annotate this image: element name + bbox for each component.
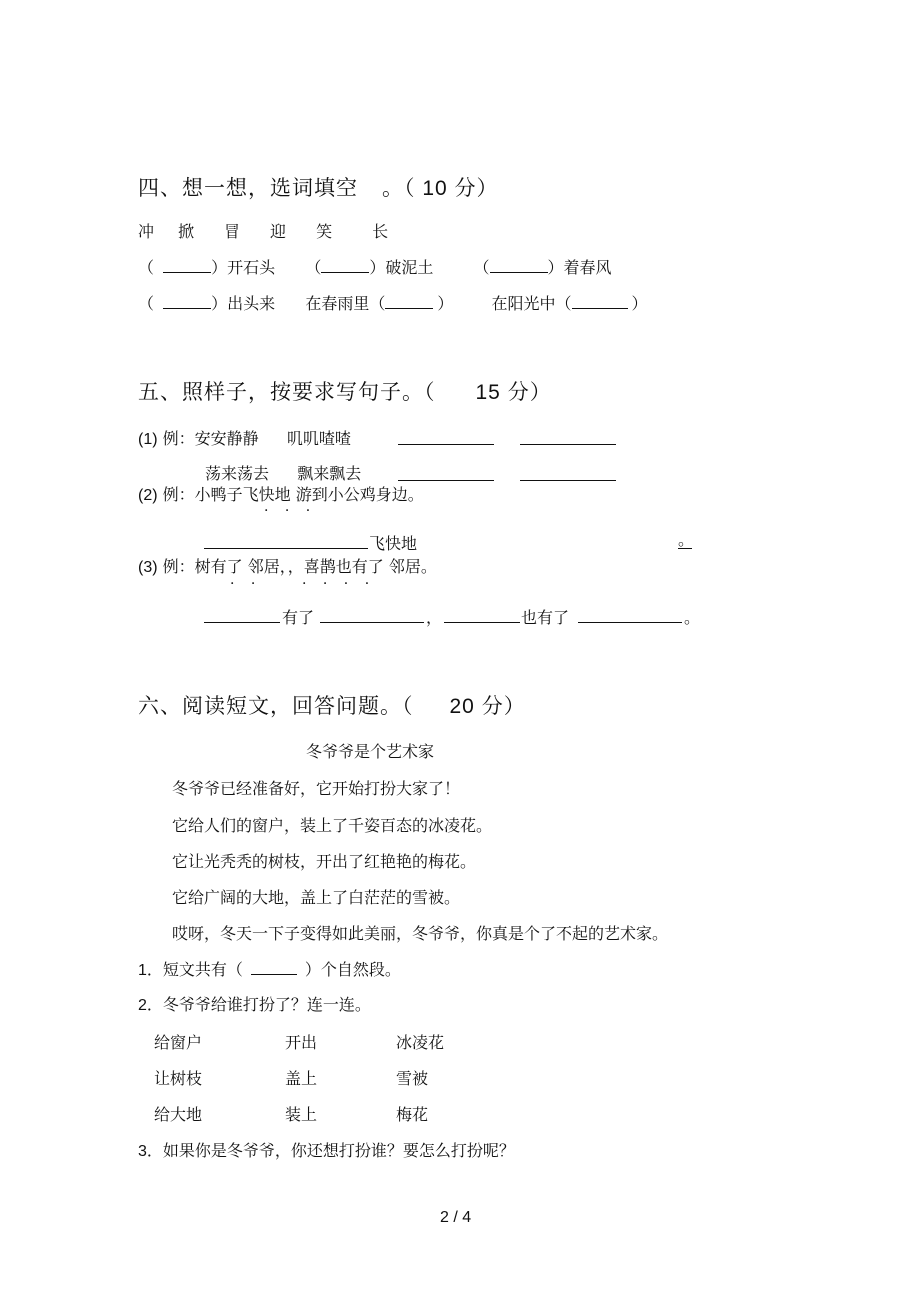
- section-6-heading: [138, 690, 526, 720]
- answer-blank[interactable]: [572, 292, 628, 309]
- q5-1-word: 荡来荡去: [205, 464, 270, 483]
- word-bank-item: 冲: [138, 222, 155, 241]
- match-left[interactable]: 让树枝: [154, 1069, 203, 1088]
- answer-blank[interactable]: [163, 256, 211, 273]
- answer-line[interactable]: [320, 622, 424, 623]
- section-4-score: 。（ 10 分）: [382, 177, 499, 200]
- section-4-heading: [138, 172, 499, 202]
- answer-line[interactable]: [520, 480, 616, 481]
- fill-item-text: ）开石头: [211, 258, 276, 277]
- q6-1-text-a: 短文共有（: [162, 960, 243, 979]
- answer-line[interactable]: [204, 548, 368, 549]
- paren-close: ）: [437, 294, 454, 313]
- q6-1: [138, 957, 401, 980]
- q5-1-example: 例：安安静静: [162, 429, 259, 448]
- q5-2-text: 例：小鸭子飞快地 游到小公鸡身边。: [162, 485, 424, 504]
- q5-3-number: (3): [138, 559, 158, 576]
- q5-1-word: 叽叽喳喳: [286, 429, 351, 448]
- section-5-heading: [138, 376, 552, 406]
- q5-3-period: 。: [684, 608, 701, 627]
- story-paragraph: 它给人们的窗户，装上了千姿百态的冰凌花。: [172, 816, 493, 835]
- story-paragraph: 哎呀，冬天一下子变得如此美丽，冬爷爷，你真是个了不起的艺术家。: [172, 924, 669, 943]
- word-bank: [138, 219, 412, 242]
- fill-row-2: [138, 291, 648, 314]
- q5-2-fill-word: 飞快地: [369, 534, 418, 553]
- paren-open: （: [305, 258, 322, 277]
- answer-line[interactable]: [520, 444, 616, 445]
- q6-2: [138, 992, 371, 1015]
- q5-3-text: 例：树有了 邻居，，喜鹊也有了 邻居。: [162, 557, 437, 576]
- match-left[interactable]: 给窗户: [154, 1033, 203, 1052]
- q6-3: [138, 1138, 515, 1161]
- match-right[interactable]: 雪被: [396, 1069, 429, 1088]
- q5-2-example: [138, 482, 424, 505]
- answer-blank[interactable]: [321, 256, 369, 273]
- emphasis-dots: · · · ·: [302, 576, 376, 592]
- fill-item-text: 在阳光中（: [491, 294, 572, 313]
- q6-2-text: 冬爷爷给谁打扮了？连一连。: [162, 995, 371, 1014]
- section-6-title: 六、阅读短文，回答问题。（: [138, 694, 414, 718]
- q5-1-number: (1): [138, 431, 158, 448]
- paren-close: ）: [631, 294, 648, 313]
- match-middle[interactable]: 盖上: [285, 1069, 318, 1088]
- word-bank-item: 掀: [178, 222, 195, 241]
- emphasis-dots: · · ·: [264, 503, 317, 519]
- q6-3-text: 如果你是冬爷爷，你还想打扮谁？要怎么打扮呢？: [162, 1141, 515, 1160]
- word-bank-item: 长: [372, 222, 389, 241]
- emphasis-dots: · ·: [230, 576, 262, 592]
- paren-open: （: [138, 294, 155, 313]
- answer-line[interactable]: [204, 622, 280, 623]
- match-middle[interactable]: 装上: [285, 1105, 318, 1124]
- q6-1-text-b: ）个自然段。: [304, 960, 401, 979]
- word-bank-item: 迎: [270, 222, 287, 241]
- story-paragraph: 冬爷爷已经准备好，它开始打扮大家了！: [172, 779, 461, 798]
- answer-blank[interactable]: [163, 292, 211, 309]
- fill-item-text: ）出头来: [211, 294, 276, 313]
- word-bank-item: 笑: [316, 222, 333, 241]
- q5-3-fill-word: 有了: [282, 608, 315, 627]
- section-4-title: 四、想一想，选词填空: [138, 176, 358, 200]
- match-right[interactable]: 冰凌花: [396, 1033, 445, 1052]
- answer-line[interactable]: [578, 622, 682, 623]
- fill-row-1: [138, 255, 612, 278]
- page-number: 2 / 4: [440, 1209, 472, 1226]
- q5-3-fill-word: 也有了: [521, 608, 570, 627]
- answer-blank[interactable]: [385, 292, 433, 309]
- answer-line[interactable]: [398, 480, 494, 481]
- q5-1-line-2: [205, 461, 361, 484]
- answer-blank[interactable]: [251, 958, 297, 975]
- section-5-title: 五、照样子，按要求写句子。（: [138, 380, 436, 404]
- q5-3-example: [138, 554, 437, 577]
- q5-1-line-1: [138, 426, 351, 449]
- q6-3-number: 3．: [138, 1143, 163, 1160]
- word-bank-item: 冒: [224, 222, 241, 241]
- answer-blank[interactable]: [490, 256, 548, 273]
- q5-1-word: 飘来飘去: [297, 464, 362, 483]
- fill-item-text: ）着春风: [547, 258, 612, 277]
- fill-item-text: ）破泥土: [369, 258, 434, 277]
- story-title: 冬爷爷是个艺术家: [306, 742, 435, 761]
- match-middle[interactable]: 开出: [285, 1033, 318, 1052]
- story-paragraph: 它让光秃秃的树枝，开出了红艳艳的梅花。: [172, 852, 477, 871]
- q5-2-period: 。: [678, 530, 695, 549]
- paren-open: （: [473, 258, 490, 277]
- story-paragraph: 它给广阔的大地，盖上了白茫茫的雪被。: [172, 888, 461, 907]
- match-right[interactable]: 梅花: [396, 1105, 429, 1124]
- section-6-score: 20 分）: [449, 695, 526, 718]
- match-left[interactable]: 给大地: [154, 1105, 203, 1124]
- answer-line[interactable]: [398, 444, 494, 445]
- answer-line[interactable]: [444, 622, 520, 623]
- q6-2-number: 2．: [138, 997, 163, 1014]
- fill-item-text: 在春雨里（: [305, 294, 386, 313]
- q5-3-comma: ，: [426, 608, 443, 627]
- section-5-score: 15 分）: [475, 381, 552, 404]
- q5-2-number: (2): [138, 487, 158, 504]
- q6-1-number: 1．: [138, 962, 163, 979]
- paren-open: （: [138, 258, 155, 277]
